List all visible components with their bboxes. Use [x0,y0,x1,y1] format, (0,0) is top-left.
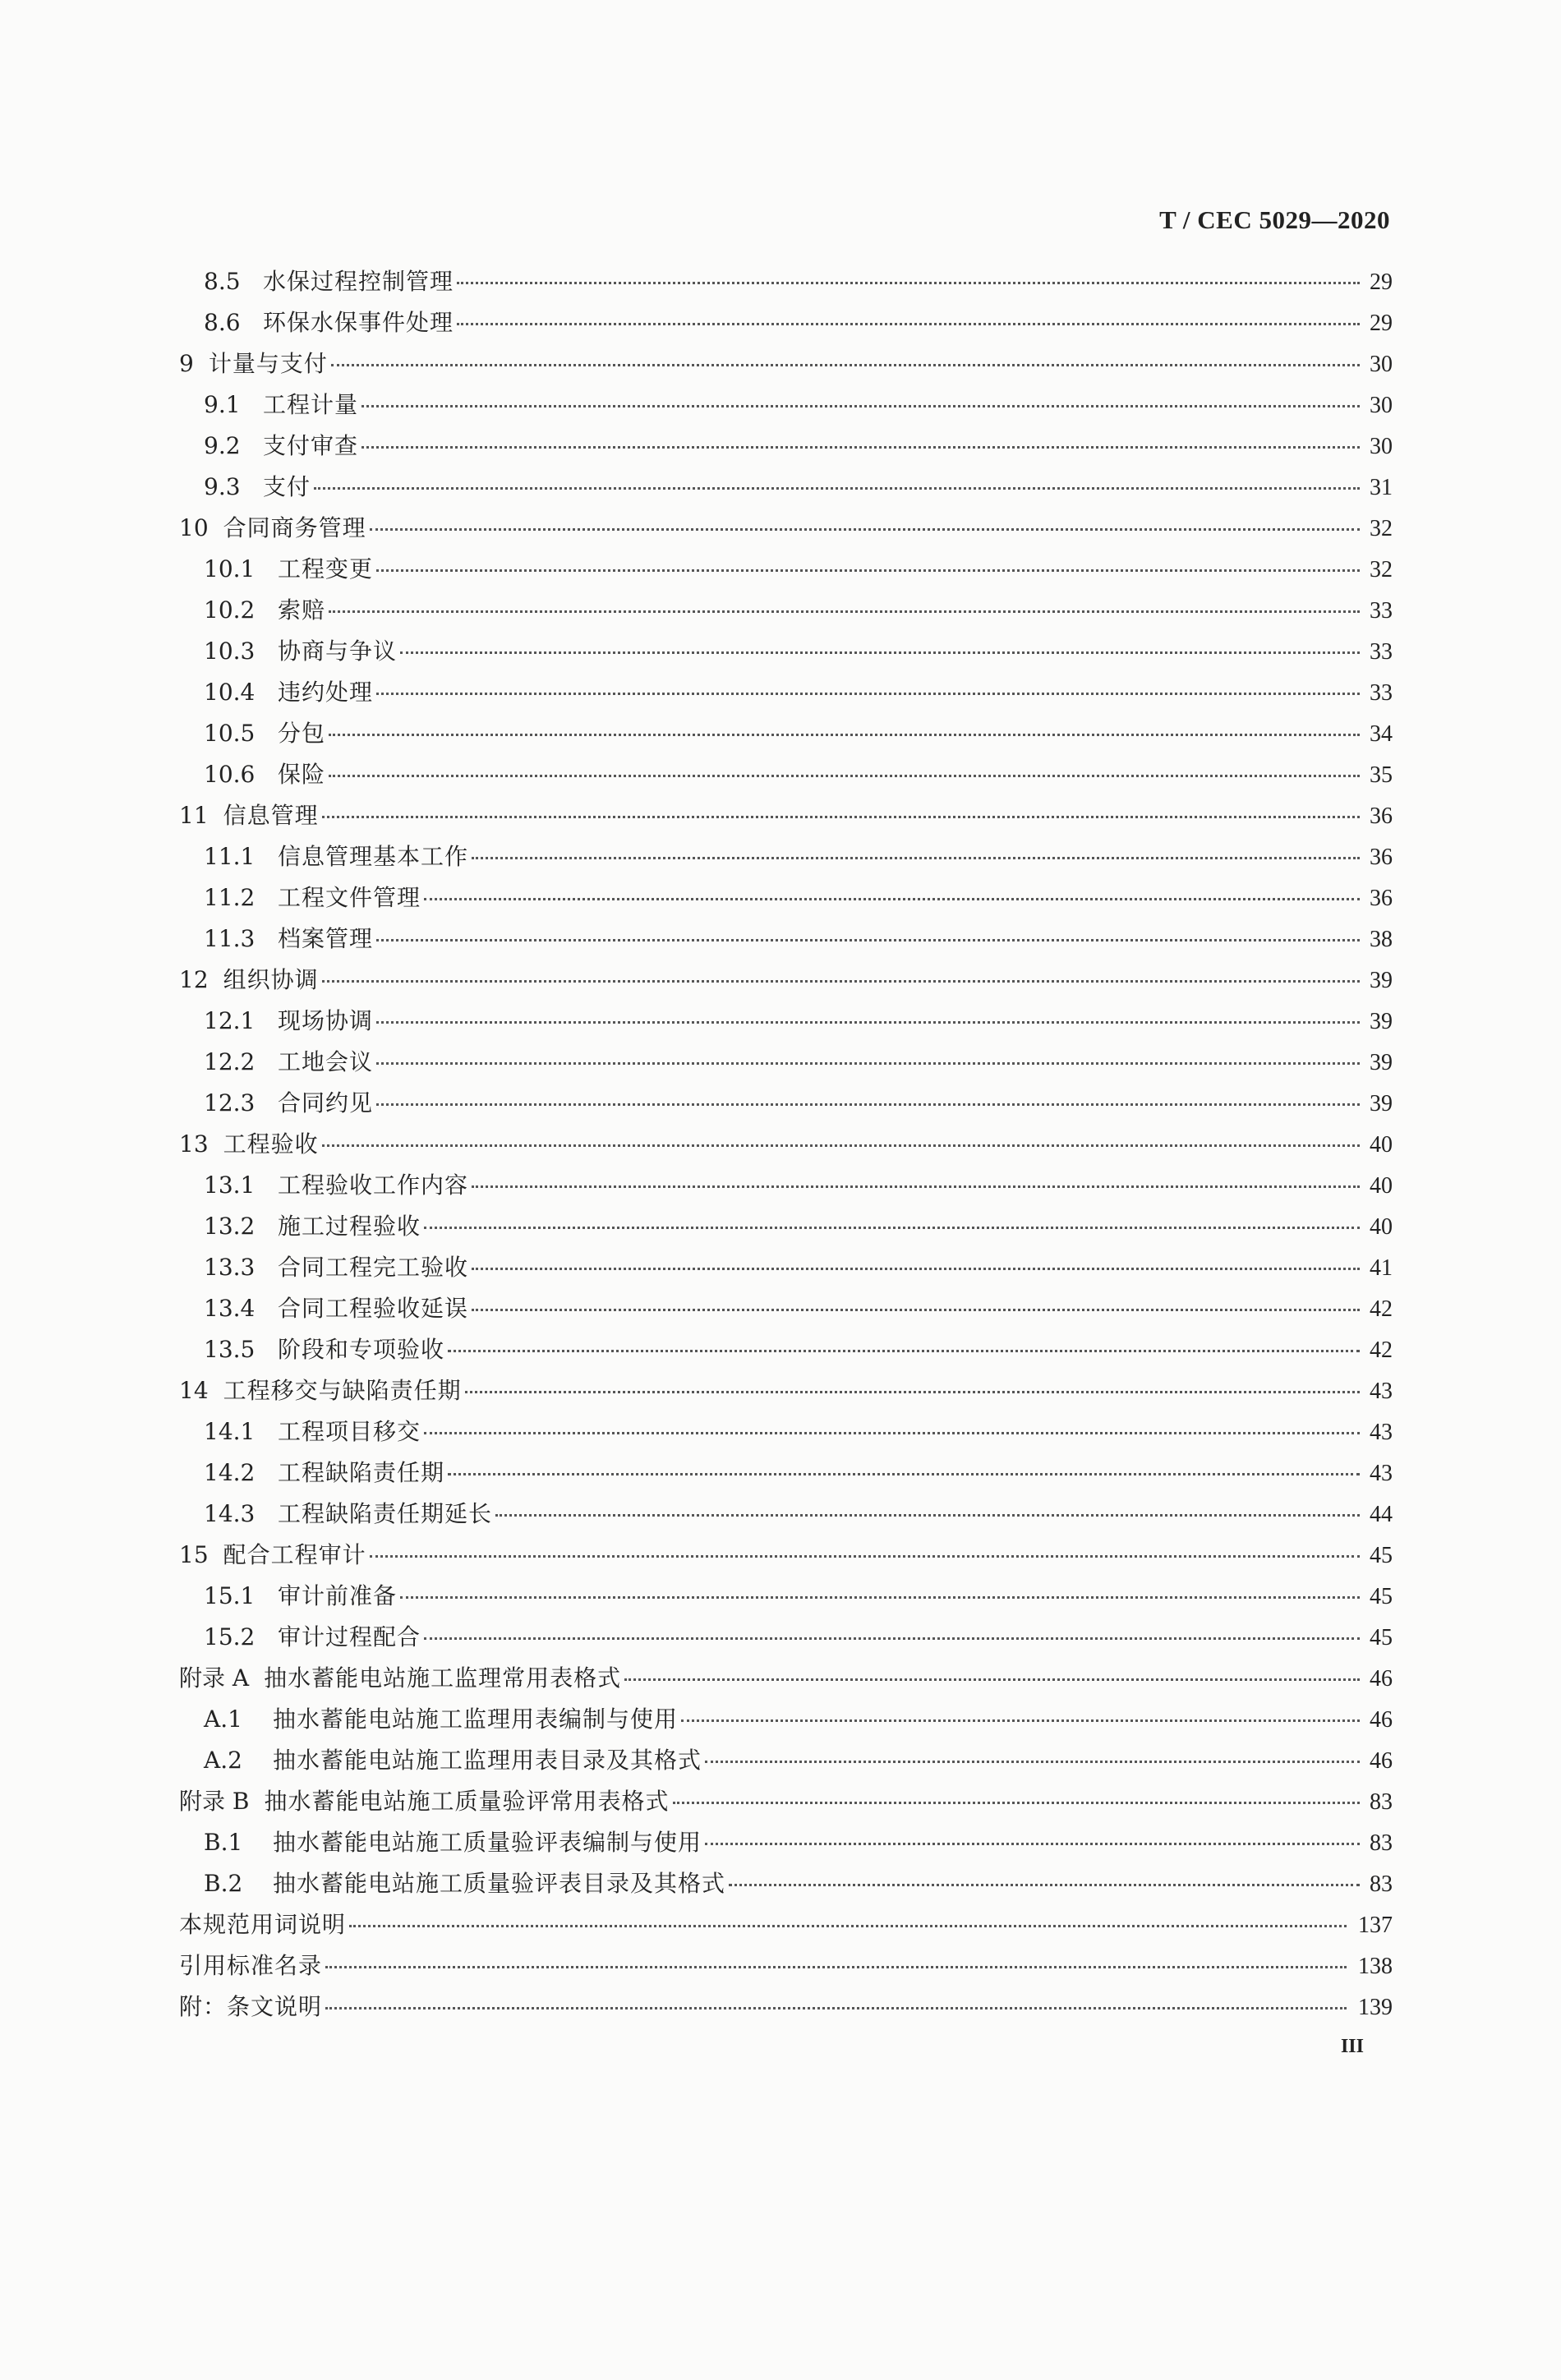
dot-leader [472,1245,1360,1270]
toc-entry-title: 工程计量 [263,391,359,418]
toc-entry-title: 环保水保事件处理 [263,309,454,336]
toc-entry-page: 30 [1370,393,1393,418]
toc-entry-number: 9.1 [204,391,241,418]
dot-leader [325,1943,1347,1968]
dot-leader [424,1409,1360,1434]
toc-entry-number: 附录 B [179,1788,250,1815]
toc-entry-title: 抽水蓄能电站施工监理用表目录及其格式 [273,1747,702,1774]
toc-entry-page: 43 [1370,1379,1393,1404]
toc-entry-title: 违约处理 [278,679,374,706]
toc-entry-title: 抽水蓄能电站施工质量验评表目录及其格式 [273,1870,726,1897]
dot-leader [376,916,1360,941]
toc-entry-title: 工程变更 [278,555,374,582]
toc-entry-page: 137 [1358,1913,1393,1938]
toc-entry-title: 支付 [263,473,311,500]
toc-entry[interactable] [0,1904,1561,1945]
toc-entry-page: 40 [1370,1173,1393,1199]
dot-leader [400,1573,1360,1599]
dot-leader [349,1902,1347,1927]
toc-entry-page: 46 [1370,1666,1393,1692]
toc-entry-page: 45 [1370,1543,1393,1568]
toc-entry-number: 14 [179,1377,209,1404]
dot-leader [424,1614,1360,1640]
dot-leader [370,1532,1360,1558]
toc-entry[interactable] [0,1288,1561,1329]
toc-entry-title: 本规范用词说明 [179,1911,347,1938]
toc-entry-number: 10.5 [204,720,256,747]
dot-leader [329,752,1360,777]
dot-leader [322,1121,1360,1147]
toc-entry-title: 现场协调 [278,1007,374,1034]
toc-entry-number: 13.3 [204,1254,256,1281]
dot-leader [448,1450,1360,1475]
dot-leader [624,1655,1360,1681]
dot-leader [424,875,1360,900]
toc-entry[interactable] [0,877,1561,918]
page-folio: III [1340,2036,1364,2057]
toc-entry[interactable] [0,1863,1561,1904]
toc-entry-number: 13.2 [204,1213,256,1240]
toc-entry-title: 工程项目移交 [278,1418,421,1445]
toc-entry-page: 29 [1370,311,1393,336]
dot-leader [424,1204,1360,1229]
toc-entry-number: 11.3 [204,925,256,952]
toc-entry-title: 分包 [278,720,326,747]
toc-entry-page: 45 [1370,1584,1393,1609]
toc-entry-page: 34 [1370,721,1393,747]
dot-leader [681,1696,1360,1722]
toc-entry[interactable] [0,918,1561,960]
toc-entry-title: 合同工程完工验收 [278,1254,469,1281]
toc-entry-title: 计量与支付 [208,350,328,377]
toc-entry[interactable] [0,1124,1561,1165]
toc-entry-page: 45 [1370,1625,1393,1650]
toc-entry-number: 10.1 [204,555,256,582]
dot-leader [322,793,1360,818]
dot-leader [465,1368,1360,1393]
toc-entry-page: 83 [1370,1830,1393,1856]
toc-entry[interactable] [0,1617,1561,1658]
toc-entry-page: 30 [1370,352,1393,377]
toc-entry-page: 39 [1370,1050,1393,1075]
toc-entry-number: 12.2 [204,1048,256,1075]
toc-entry[interactable] [0,1247,1561,1288]
toc-entry[interactable] [0,1494,1561,1535]
dot-leader [361,382,1360,407]
toc-entry-number: 10.4 [204,679,256,706]
toc-entry[interactable] [0,1452,1561,1494]
toc-entry[interactable] [0,549,1561,590]
toc-entry-number: A.2 [204,1747,242,1774]
toc-entry-number: 15.2 [204,1623,256,1650]
toc-entry-number: 11 [179,802,209,829]
toc-entry-number: 12 [179,966,209,993]
toc-entry-number: 14.2 [204,1459,256,1486]
toc-entry-number: 附录 A [179,1664,250,1692]
toc-entry-number: 11.1 [204,843,256,870]
toc-entry-number: 8.6 [204,309,241,336]
toc-entry-number: 13.4 [204,1295,256,1322]
dot-leader [472,834,1360,859]
toc-entry-number: 14.3 [204,1500,256,1527]
dot-leader [472,1162,1360,1188]
dot-leader [322,957,1360,983]
dot-leader [705,1738,1360,1763]
toc-entry-title: 索赔 [278,596,326,624]
dot-leader [457,300,1360,325]
toc-entry-page: 32 [1370,516,1393,541]
toc-entry-page: 36 [1370,845,1393,870]
toc-entry[interactable] [0,836,1561,877]
toc-entry-title: 组织协调 [223,966,319,993]
toc-entry-title: 抽水蓄能电站施工监理常用表格式 [264,1664,622,1692]
toc-entry-number: 10.2 [204,596,256,624]
toc-entry[interactable] [0,1781,1561,1822]
toc-entry-page: 139 [1358,1995,1393,2020]
toc-entry-title: 工程缺陷责任期 [278,1459,445,1486]
toc-entry-number: 15 [179,1541,209,1568]
toc-entry[interactable] [0,960,1561,1001]
toc-entry-number: 9.3 [204,473,241,500]
toc-entry-number: 13 [179,1130,209,1158]
toc-entry-title: 档案管理 [278,925,374,952]
toc-entry[interactable] [0,754,1561,795]
toc-entry[interactable] [0,1411,1561,1452]
toc-entry-number: 13.1 [204,1172,256,1199]
toc-entry-title: 工地会议 [278,1048,374,1075]
toc-entry-page: 83 [1370,1871,1393,1897]
toc-entry-page: 40 [1370,1132,1393,1158]
dot-leader [331,341,1360,366]
toc-entry-number: 15.1 [204,1582,256,1609]
dot-leader [448,1327,1360,1352]
toc-entry-page: 33 [1370,639,1393,665]
dot-leader [376,1080,1360,1106]
toc-entry-page: 41 [1370,1255,1393,1281]
toc-entry[interactable] [0,1945,1561,1986]
toc-entry-page: 83 [1370,1789,1393,1815]
toc-entry-title: 信息管理 [223,802,319,829]
toc-entry-number: 8.5 [204,268,241,295]
toc-entry[interactable] [0,590,1561,631]
dot-leader [370,505,1360,531]
toc-entry-number: 10 [179,514,209,541]
toc-entry-number: 12.1 [204,1007,256,1034]
toc-entry-title: 工程验收 [223,1130,319,1158]
toc-entry[interactable] [0,467,1561,508]
toc-entry[interactable] [0,1001,1561,1042]
toc-entry[interactable] [0,1576,1561,1617]
toc-entry[interactable] [0,1986,1561,2028]
toc-entry-title: 水保过程控制管理 [263,268,454,295]
toc-entry[interactable] [0,1165,1561,1206]
toc-entry[interactable] [0,1822,1561,1863]
toc-entry-page: 36 [1370,803,1393,829]
toc-entry-title: 合同工程验收延误 [278,1295,469,1322]
toc-entry-page: 39 [1370,968,1393,993]
toc-entry[interactable] [0,1206,1561,1247]
dot-leader [376,1039,1360,1065]
toc-entry-page: 32 [1370,557,1393,582]
toc-entry-title: 支付审查 [263,432,359,459]
toc-entry-title: 合同商务管理 [223,514,366,541]
dot-leader [376,546,1360,572]
dot-leader [376,998,1360,1024]
toc-entry[interactable] [0,508,1561,549]
toc-entry[interactable] [0,1083,1561,1124]
toc-entry[interactable] [0,343,1561,384]
document-code: T / CEC 5029—2020 [1159,205,1390,234]
toc-entry-page: 36 [1370,886,1393,911]
dot-leader [325,1984,1347,2009]
toc-entry[interactable] [0,713,1561,754]
toc-entry[interactable] [0,672,1561,713]
toc-entry-number: 9 [179,350,194,377]
toc-entry-title: 工程移交与缺陷责任期 [223,1377,462,1404]
dot-leader [472,1286,1360,1311]
dot-leader [705,1820,1360,1845]
toc-entry-title: 抽水蓄能电站施工质量验评表编制与使用 [273,1829,702,1856]
toc-entry[interactable] [0,261,1561,302]
toc-entry-title: 阶段和专项验收 [278,1336,445,1363]
toc-entry[interactable] [0,1042,1561,1083]
dot-leader [400,628,1360,654]
toc-entry[interactable] [0,1740,1561,1781]
toc-entry[interactable] [0,302,1561,343]
dot-leader [329,711,1360,736]
toc-entry-page: 42 [1370,1337,1393,1363]
toc-entry[interactable] [0,1699,1561,1740]
dot-leader [495,1491,1360,1517]
toc-entry-title: 工程文件管理 [278,884,421,911]
toc-entry-page: 43 [1370,1461,1393,1486]
toc-entry-page: 35 [1370,762,1393,788]
toc-entry-number: 14.1 [204,1418,256,1445]
dot-leader [673,1779,1361,1804]
toc-entry[interactable] [0,631,1561,672]
toc-entry[interactable] [0,384,1561,426]
toc-entry-number: 12.3 [204,1089,256,1116]
dot-leader [729,1861,1360,1886]
toc-entry-number: A.1 [204,1706,242,1733]
toc-entry-title: 信息管理基本工作 [278,843,469,870]
toc-entry-page: 29 [1370,269,1393,295]
toc-entry-page: 33 [1370,598,1393,624]
toc-entry-title: 合同约见 [278,1089,374,1116]
toc-entry-page: 31 [1370,475,1393,500]
toc-entry-title: 保险 [278,761,326,788]
toc-entry-page: 46 [1370,1707,1393,1733]
toc-entry-number: B.2 [204,1870,243,1897]
toc-entry-title: 协商与争议 [278,638,398,665]
toc-entry-title: 工程验收工作内容 [278,1172,469,1199]
toc-entry-number: 11.2 [204,884,256,911]
toc-entry[interactable] [0,1658,1561,1699]
toc-entry-title: 施工过程验收 [278,1213,421,1240]
toc-entry-title: 附：条文说明 [179,1993,323,2020]
toc-entry[interactable] [0,426,1561,467]
toc-entry-number: 10.3 [204,638,256,665]
toc-entry-title: 抽水蓄能电站施工质量验评常用表格式 [264,1788,670,1815]
dot-leader [329,587,1360,613]
table-of-contents [0,261,1561,2028]
dot-leader [376,670,1360,695]
toc-entry-page: 40 [1370,1214,1393,1240]
dot-leader [314,464,1360,490]
toc-entry-title: 引用标准名录 [179,1952,323,1979]
toc-entry-title: 抽水蓄能电站施工监理用表编制与使用 [273,1706,679,1733]
toc-entry-title: 审计过程配合 [278,1623,421,1650]
toc-entry-page: 46 [1370,1748,1393,1774]
toc-entry-page: 138 [1358,1954,1393,1979]
dot-leader [361,423,1360,449]
dot-leader [457,259,1360,284]
toc-entry[interactable] [0,795,1561,836]
toc-entry-page: 33 [1370,680,1393,706]
toc-entry-title: 审计前准备 [278,1582,398,1609]
toc-entry-page: 43 [1370,1420,1393,1445]
toc-entry-number: 10.6 [204,761,256,788]
toc-entry-page: 30 [1370,434,1393,459]
toc-entry-number: B.1 [204,1829,243,1856]
toc-entry-page: 39 [1370,1009,1393,1034]
toc-entry-page: 44 [1370,1502,1393,1527]
toc-entry[interactable] [0,1535,1561,1576]
toc-entry-page: 39 [1370,1091,1393,1116]
toc-entry-number: 9.2 [204,432,241,459]
toc-entry-number: 13.5 [204,1336,256,1363]
toc-entry-page: 38 [1370,927,1393,952]
toc-entry[interactable] [0,1329,1561,1370]
toc-entry-title: 配合工程审计 [223,1541,366,1568]
toc-entry-page: 42 [1370,1296,1393,1322]
toc-entry[interactable] [0,1370,1561,1411]
toc-entry-title: 工程缺陷责任期延长 [278,1500,493,1527]
